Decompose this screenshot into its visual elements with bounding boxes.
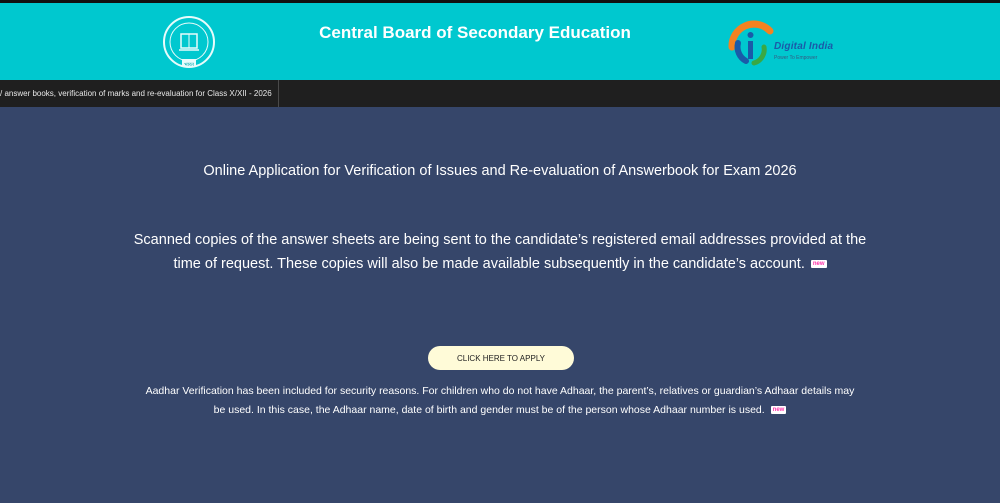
digital-india-text: Digital India: [774, 41, 834, 52]
site-title: Central Board of Secondary Education: [319, 23, 631, 42]
scanned-copies-notice: [128, 228, 872, 276]
emblem-caption: भारत: [184, 62, 194, 68]
aadhar-note: [140, 382, 860, 420]
new-badge-icon: new: [812, 261, 825, 268]
digital-india-tagline: Power To Empower: [774, 55, 818, 61]
new-badge-icon: new: [772, 407, 785, 414]
site-header: [0, 0, 1000, 80]
apply-button[interactable]: CLICK HERE TO APPLY: [428, 346, 574, 370]
notice-text: Scanned copies of the answer sheets are being sent to the candidate’s registered email addresses provided at the time of request. These copies will also be made available subsequently in the candidate’s account.: [133, 232, 867, 272]
page-heading: Online Application for Verification of Issues and Re-evaluation of Answerbook for Exam 2026: [203, 163, 797, 179]
ticker-item[interactable]: / answer books, verification of marks and re-evaluation for Class X/XII - 2026: [0, 80, 279, 107]
news-ticker: [0, 80, 1000, 107]
aadhar-note-text: Aadhar Verification has been included for security reasons. For children who do not have Adhaar, the parent’s, relatives or guardian’s Adhaar details may be used. In this case, the Adhaar name, date of birth and gender must be of the person whose Adhaar number is used.: [145, 385, 855, 416]
